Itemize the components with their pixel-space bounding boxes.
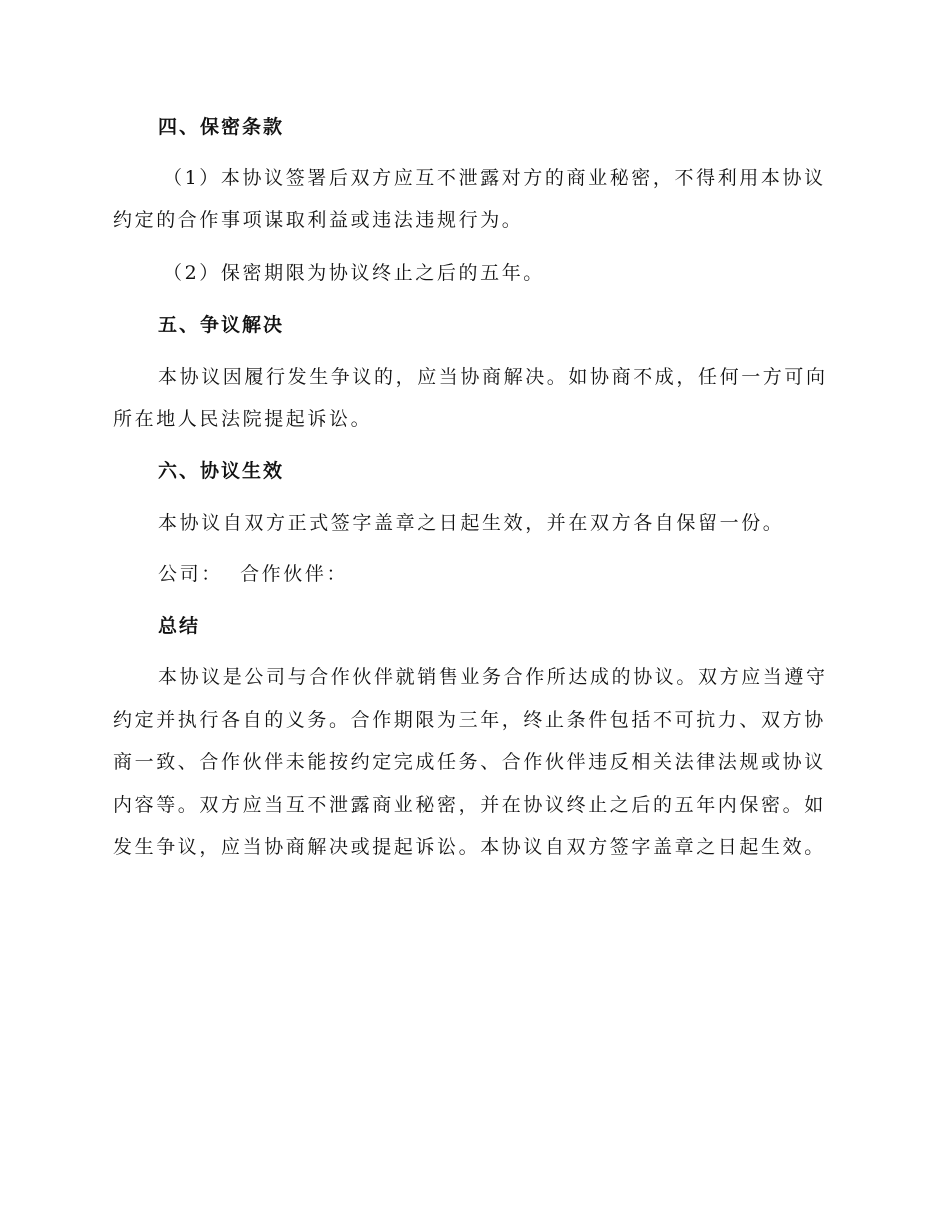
summary-line-2: 约定并执行各自的义务。合作期限为三年，终止条件包括不可抗力、双方协 bbox=[113, 709, 826, 731]
summary-heading: 总结 bbox=[158, 615, 201, 637]
section-heading-confidentiality: 四、保密条款 bbox=[158, 116, 285, 138]
section-heading-effectiveness: 六、协议生效 bbox=[158, 460, 285, 482]
summary-line-3: 商一致、合作伙伴未能按约定完成任务、合作伙伴违反相关法律法规或协议 bbox=[113, 751, 826, 773]
confidentiality-item-2-line-1: （2）保密期限为协议终止之后的五年。 bbox=[163, 262, 545, 284]
section-heading-dispute-resolution: 五、争议解决 bbox=[158, 314, 285, 336]
confidentiality-item-1-line-2: 约定的合作事项谋取利益或违法违规行为。 bbox=[113, 209, 524, 231]
confidentiality-item-1-line-1: （1）本协议签署后双方应互不泄露对方的商业秘密，不得利用本协议 bbox=[163, 167, 826, 189]
summary-line-4: 内容等。双方应当互不泄露商业秘密，并在协议终止之后的五年内保密。如 bbox=[113, 794, 826, 816]
summary-line-1: 本协议是公司与合作伙伴就销售业务合作所达成的协议。双方应当遵守 bbox=[158, 666, 828, 688]
summary-line-5: 发生争议，应当协商解决或提起诉讼。本协议自双方签字盖章之日起生效。 bbox=[113, 836, 826, 858]
signature-line: 公司： 合作伙伴： bbox=[158, 563, 349, 585]
effectiveness-paragraph-line-1: 本协议自双方正式签字盖章之日起生效，并在双方各自保留一份。 bbox=[158, 512, 785, 534]
dispute-paragraph-line-1: 本协议因履行发生争议的，应当协商解决。如协商不成，任何一方可向 bbox=[158, 366, 828, 388]
dispute-paragraph-line-2: 所在地人民法院提起诉讼。 bbox=[113, 408, 373, 430]
